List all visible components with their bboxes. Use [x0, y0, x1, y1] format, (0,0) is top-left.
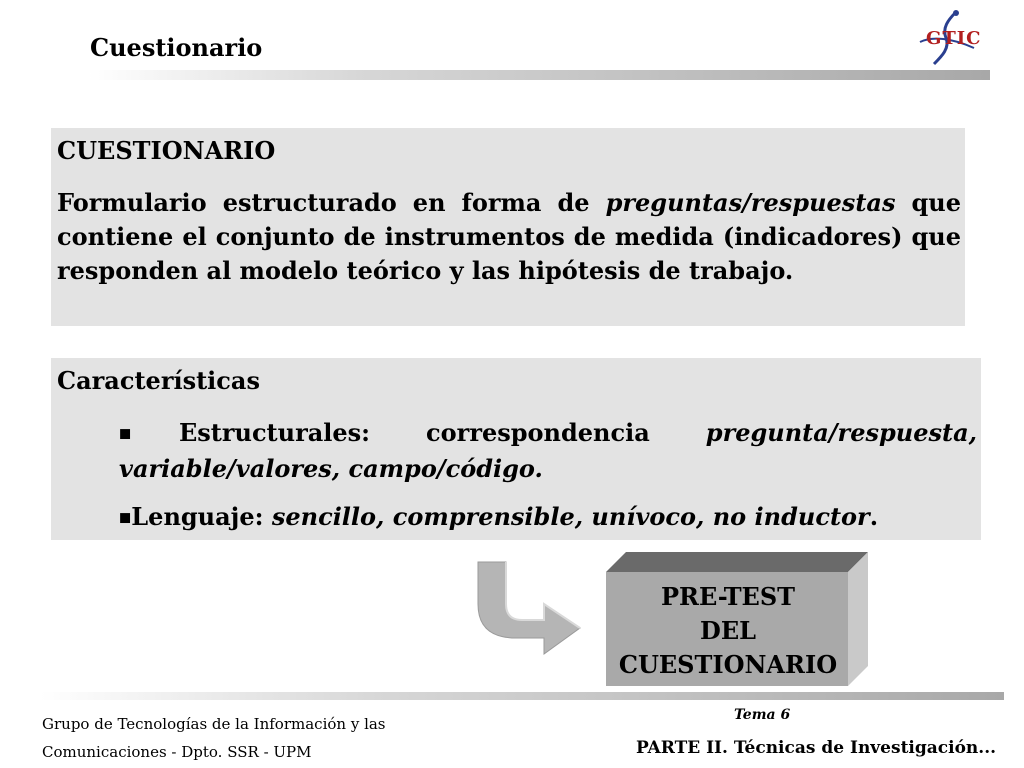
item-structural-italic: pregunta/respuesta, variable/valores, campo/código. [119, 418, 977, 483]
characteristics-heading: Características [57, 366, 260, 395]
definition-text [57, 186, 961, 288]
definition-text-part-2: que contiene el conjunto de instrumentos de medida (indicadores) que responden al modelo teórico y las hipótesis de trabajo. [57, 188, 961, 285]
pretest-line-1: PRE-TEST [660, 582, 796, 611]
footer-group-line-1: Grupo de Tecnologías de la Información y las [42, 715, 386, 733]
bullet-square-icon: ■ [119, 426, 179, 442]
definition-heading: CUESTIONARIO [57, 136, 276, 165]
bullet-square-icon: ■ [119, 510, 132, 526]
characteristics-item-language [119, 500, 977, 536]
logo-text: GTIC [926, 28, 982, 49]
pretest-label [606, 580, 850, 682]
item-language-label: Lenguaje: [131, 502, 272, 531]
definition-text-italic: preguntas/respuestas [605, 188, 896, 217]
characteristics-item-structural [119, 416, 977, 486]
page-title: Cuestionario [90, 33, 263, 62]
footer-group-line-2: Comunicaciones - Dpto. SSR - UPM [42, 743, 312, 761]
pretest-line-2: DEL [700, 616, 756, 645]
gtic-logo [912, 8, 980, 68]
item-language-italic: sencillo, comprensible, unívoco, no inductor [271, 502, 870, 531]
footer-parte: PARTE II. Técnicas de Investigación... [636, 738, 997, 758]
footer-group [42, 710, 386, 766]
item-structural-label: Estructurales: correspondencia [178, 418, 706, 447]
footer-divider [40, 692, 1004, 700]
header-divider [88, 70, 990, 80]
curved-arrow-icon [476, 560, 582, 660]
footer-tema: Tema 6 [734, 707, 791, 723]
definition-box [51, 128, 965, 326]
pretest-line-3: CUESTIONARIO [618, 650, 838, 679]
definition-text-part-1: Formulario estructurado en forma de [57, 188, 606, 217]
characteristics-box [51, 358, 981, 540]
item-language-end: . [869, 502, 879, 531]
